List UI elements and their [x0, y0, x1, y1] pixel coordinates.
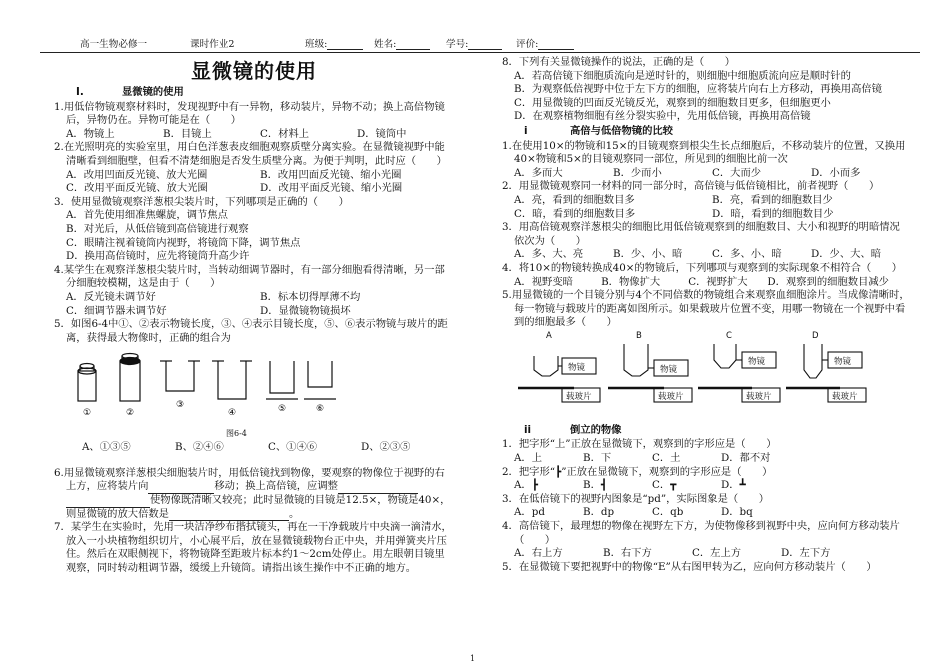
question-8-options: [502, 70, 910, 84]
name-field: [374, 38, 396, 52]
answer-blank[interactable]: [169, 509, 289, 521]
section-heading-1: Ⅰ. 显微镜的使用: [76, 86, 184, 98]
option[interactable]: D．暗，看到的细胞数目少: [712, 207, 834, 220]
question-p1: 1.在使用10×的物镜和15×的目镜观察到根尖生长点细胞后，不移动装片的位置，又换用40×物镜和5×的目镜观察同一部位，所见到的细胞比前一次: [502, 139, 906, 166]
option[interactable]: B．右下方: [603, 547, 652, 560]
option[interactable]: D．小而多: [811, 166, 861, 179]
option[interactable]: C．眼睛注视着镜筒内视野，将镜筒下降，调节焦点: [66, 236, 301, 249]
question-r3-options: [502, 506, 910, 520]
option[interactable]: B．┫: [583, 479, 608, 492]
question-8-options: [502, 97, 910, 111]
id-blank[interactable]: [468, 38, 502, 50]
section-heading-3: ii 倒立的物像: [524, 423, 622, 436]
fig-label-5: ⑤: [277, 404, 287, 415]
option[interactable]: D．改用平面反光镜、缩小光圈: [260, 182, 403, 195]
page-number: 1: [470, 654, 476, 663]
fig-letter-a: A: [546, 330, 552, 341]
option[interactable]: C．视野扩大: [688, 275, 748, 288]
objective-label-b: 物镜: [660, 364, 678, 375]
option[interactable]: B．dp: [583, 506, 615, 519]
question-r1-options: [502, 452, 910, 466]
fig-label-1: ①: [82, 408, 92, 419]
option[interactable]: C．多、小、暗: [712, 248, 782, 261]
question-r4-options: [502, 547, 910, 561]
question-r1: 1．把字形“上”正放在显微镜下，观察到的字形应是（ ）: [502, 438, 777, 451]
question-r2-options: [502, 479, 910, 493]
question-8-options: [502, 83, 910, 97]
question-r3: 3．在低倍镜下的视野内图象是“pd”，实际图象是（ ）: [502, 492, 770, 505]
question-3-options: [54, 223, 454, 237]
option[interactable]: B．少而小: [613, 166, 662, 179]
lens-1-shape: [78, 371, 96, 401]
id-field: [446, 38, 468, 52]
option[interactable]: A．亮，看到的细胞数目多: [514, 193, 635, 206]
question-2: 2.在光照明亮的实验室里，用白色洋葱表皮细胞观察质壁分离实验。在显微镜视野中能清晰看到细胞壁，但看不清楚细胞是否发生质壁分离。为便于判明，此时应（ ）: [54, 141, 447, 167]
section-heading-2: i 高倍与低倍物镜的比较: [524, 124, 673, 137]
fig-label-6: ⑥: [315, 404, 325, 415]
class-field: [305, 38, 327, 52]
option[interactable]: B．目镜上: [163, 127, 212, 140]
option[interactable]: D．┻: [721, 479, 746, 492]
option[interactable]: C．改用平面反光镜、放大光圈: [66, 182, 208, 195]
option[interactable]: B．为观察低倍视野中位于左下方的细胞，应将装片向右上方移动，再换用高倍镜: [514, 83, 882, 96]
lens-2-shape: [120, 361, 140, 401]
question-4-options: [54, 291, 454, 305]
question-2-options: [54, 182, 454, 196]
question-3-options: [54, 250, 454, 264]
figure-caption: 图6-4: [226, 429, 247, 439]
slide-label-b: 载玻片: [658, 391, 684, 402]
option[interactable]: B．标本切得厚薄不均: [260, 290, 361, 303]
option[interactable]: A．pd: [514, 506, 545, 519]
question-3: 3．使用显微镜观察洋葱根尖装片时，下列哪项是正确的（ ）: [54, 195, 349, 208]
answer-blank[interactable]: [66, 496, 150, 508]
question-4: 4.某学生在观察洋葱根尖装片时，当转动细调节器时，有一部分细胞看得清晰，另一部分细胞较模糊，这是由于（ ）: [54, 263, 445, 290]
option[interactable]: A．反光镜未调节好: [66, 290, 156, 303]
page-header: [40, 38, 900, 52]
question-p3-options: [502, 248, 910, 262]
option[interactable]: D．换用高倍镜时，应先将镜筒升高少许: [66, 250, 250, 263]
option[interactable]: C．qb: [652, 506, 684, 519]
distance-6-shape: [308, 361, 332, 387]
question-5: 5．如图6-4中①、②表示物镜长度，③、④表示目镜长度，⑤、⑥表示物镜与玻片的距离，获得最大物像时，正确的组合为: [54, 318, 448, 344]
class-blank[interactable]: [327, 38, 363, 50]
question-p1-options: [502, 167, 910, 181]
lens-4-shape: [218, 361, 246, 399]
option[interactable]: B．物像扩大: [601, 275, 661, 288]
option[interactable]: B．下: [583, 452, 612, 465]
option[interactable]: C．暗，看到的细胞数目多: [514, 207, 636, 220]
question-2-options: [54, 169, 454, 183]
option[interactable]: D．观察到的细胞数目减少: [767, 275, 889, 288]
option[interactable]: A．物镜上: [66, 127, 115, 140]
option[interactable]: D．在观察植物细胞有丝分裂实验中，先用低倍镜，再换用高倍镜: [514, 110, 811, 123]
option[interactable]: D．显微镜物镜损坏: [260, 304, 351, 317]
option[interactable]: C．左上方: [692, 547, 742, 560]
figure-6-4: [74, 349, 454, 441]
option[interactable]: B．少、小、暗: [613, 248, 683, 261]
option[interactable]: B．对光后，从低倍镜到高倍镜进行观察: [66, 222, 249, 235]
answer-blank[interactable]: [148, 482, 214, 494]
option[interactable]: A．多、大、亮: [514, 248, 584, 261]
option[interactable]: A、①③⑤: [82, 441, 131, 454]
question-r2: 2．把字形“┣”正放在显微镜下，观察到的字形应是（ ）: [502, 465, 773, 478]
option[interactable]: D．左下方: [781, 547, 831, 560]
right-column: [502, 56, 910, 574]
option[interactable]: D．少、大、暗: [811, 248, 882, 261]
distance-5-shape: [270, 361, 294, 393]
option[interactable]: A．视野变暗: [514, 275, 573, 288]
question-r4: 4．高倍镜下，最理想的物像在视野左下方，为使物像移到视野中央，应向何方移动装片（ ）: [502, 520, 900, 546]
question-p3: 3．用高倍镜观察洋葱根尖的细胞比用低倍镜观察到的细胞数目、大小和视野的明暗情况依次为（ ）: [502, 221, 900, 247]
question-8: 8．下列有关显微镜操作的说法，正确的是（ ）: [502, 56, 736, 68]
option[interactable]: A．改用凹面反光镜、放大光圈: [66, 168, 208, 181]
slide-label-d: 载玻片: [832, 391, 858, 402]
fig-label-4: ④: [227, 408, 237, 419]
option[interactable]: C．材料上: [260, 127, 310, 140]
objective-distance-figure: [514, 330, 910, 412]
option[interactable]: A．多而大: [514, 166, 563, 179]
name-blank[interactable]: [396, 38, 430, 50]
objective-d-shape: [804, 344, 822, 378]
option[interactable]: A．┣: [514, 479, 538, 492]
question-1-options: [54, 128, 454, 142]
question-4-options: [54, 305, 454, 319]
option[interactable]: D、②③⑤: [361, 441, 411, 454]
objective-a-shape: [534, 356, 558, 376]
name-label: 姓名:: [374, 39, 397, 50]
option[interactable]: B．亮，看到的细胞数目少: [712, 193, 833, 206]
option[interactable]: C．用显微镜的凹面反光镜反光，观察到的细胞数目更多，但细胞更小: [514, 96, 831, 109]
fig-letter-d: D: [812, 330, 819, 341]
option[interactable]: D．镜筒中: [357, 127, 407, 140]
eval-blank[interactable]: [538, 38, 574, 50]
question-3-options: [54, 237, 454, 251]
eval-label: 评价:: [516, 39, 539, 50]
left-column: [54, 58, 454, 576]
objective-label-d: 物镜: [834, 356, 852, 367]
question-p2-options: [502, 208, 910, 222]
lens-3-shape: [166, 361, 194, 391]
objective-label-c: 物镜: [748, 356, 766, 367]
option[interactable]: A．上: [514, 452, 543, 465]
fig-label-3: ③: [175, 400, 185, 411]
eval-field: [516, 38, 538, 52]
question-6: 6.用显微镜观察洋葱根尖细胞装片时，用低倍镜找到物像，要观察的物像位于视野的右上方，应将装片向 移动；换上高倍镜，应调整 使物像既清晰又较亮；此时显微镜的目镜是12.5×，物镜是40×，则显微镜的放大倍数是 。: [54, 466, 451, 520]
question-p4: 4．将10×的物镜转换成40×的物镜后，下列哪项与观察到的实际现象不相符合（ ）: [502, 261, 903, 274]
option[interactable]: A．右上方: [514, 547, 563, 560]
question-p5: 5.用显微镜的一个目镜分别与4个不同倍数的物镜组合来观察血细胞涂片。当成像清晰时，每一物镜与载玻片的距离如图所示。如果载玻片位置不变，用哪一物镜在一个视野中看到的细胞最多（ ）: [502, 289, 910, 329]
homework-label: 课时作业2: [190, 39, 235, 50]
question-8-options: [502, 110, 910, 124]
fig-letter-b: B: [636, 330, 642, 341]
question-3-options: [54, 209, 454, 223]
objective-b-shape: [624, 344, 648, 376]
option[interactable]: C、①④⑥: [268, 441, 318, 454]
fig-label-2: ②: [125, 408, 135, 419]
objective-diagram: [514, 330, 894, 410]
option[interactable]: D．都不对: [721, 452, 771, 465]
header-divider: [40, 52, 920, 53]
question-p2: 2．用显微镜观察同一材料的同一部分时，高倍镜与低倍镜相比，前者视野（ ）: [502, 180, 880, 193]
option[interactable]: D．bq: [721, 506, 753, 519]
option[interactable]: B．改用凹面反光镜、缩小光圈: [260, 168, 402, 181]
question-1: 1.用低倍物镜观察材料时，发现视野中有一异物，移动装片，异物不动；换上高倍物镜后，异物仍在。异物可能是在（ ）: [54, 100, 445, 127]
question-5-options: [54, 441, 454, 455]
option[interactable]: B、②④⑥: [175, 441, 224, 454]
option[interactable]: C．大而少: [712, 166, 762, 179]
id-label: 学号:: [446, 39, 469, 50]
question-r5: 5．在显微镜下要把视野中的物像“E”从右图甲转为乙，应向何方移动装片（ ）: [502, 560, 877, 573]
option[interactable]: A．若高倍镜下细胞质流向是逆时针的，则细胞中细胞质流向应是顺时针的: [514, 69, 851, 82]
question-7: 7．某学生在实验时，先用一块洁净纱布揩拭镜头，再在一干净载玻片中央滴一滴清水，放入一小块植物组织切片，小心展平后，放在显微镜载物台正中央，并用弹簧夹片压住。然后在双眼侧视下，将物镜降至距玻片标本约1～2cm处停止。用左眼朝目镜里观察，同时转动粗调节器，缓缓上升镜筒。请指出该生操作中不正确的地方。: [54, 521, 452, 575]
option[interactable]: C．土: [652, 452, 681, 465]
answer-blank[interactable]: [338, 482, 418, 494]
objective-c-shape: [714, 344, 736, 368]
slide-label-a: 载玻片: [566, 391, 592, 402]
fig-letter-c: C: [726, 330, 732, 341]
class-label: 班级:: [305, 39, 328, 50]
slide-label-c: 载玻片: [746, 391, 772, 402]
question-p2-options: [502, 194, 910, 208]
course-name: 高一生物必修一: [80, 39, 148, 50]
option[interactable]: C．┳: [652, 479, 677, 492]
page-title: 显微镜的使用: [191, 59, 317, 83]
option[interactable]: A．首先使用细准焦螺旋，调节焦点: [66, 209, 228, 222]
objective-label-a: 物镜: [568, 362, 586, 373]
option[interactable]: C．细调节器未调节好: [66, 304, 167, 317]
lens-diagram: [74, 349, 374, 427]
question-p4-options: [502, 276, 910, 290]
